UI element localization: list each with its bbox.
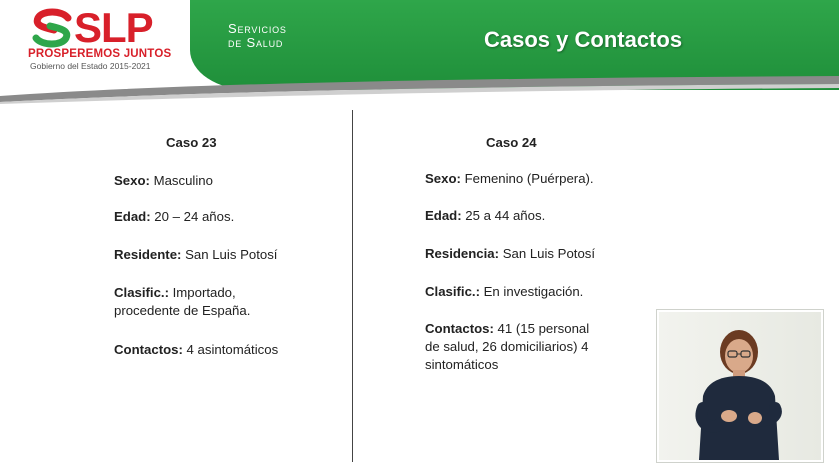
logo-subtitle: Gobierno del Estado 2015-2021: [30, 61, 151, 71]
case-23-contactos: [114, 341, 278, 359]
case-23-residente: [114, 246, 277, 264]
contactos-label: Contactos:: [114, 342, 183, 357]
case-24-heading: Caso 24: [486, 135, 537, 150]
header-swoosh: [0, 74, 839, 104]
department-label: [228, 22, 287, 50]
residente-value: San Luis Potosí: [181, 247, 278, 262]
clasific-value: Importado,: [168, 285, 236, 300]
sign-language-interpreter-video: [657, 310, 823, 462]
case-24-residencia: [425, 245, 595, 263]
contactos-value: 41 (15 personal: [493, 321, 590, 336]
case-24-contactos: [425, 320, 589, 374]
slp-logo-icon: [32, 8, 72, 48]
residente-label: Residente:: [114, 247, 182, 262]
contactos-value-line3: sintomáticos: [425, 357, 499, 372]
case-23-sexo: [114, 172, 213, 190]
column-divider: [352, 110, 353, 462]
edad-label: Edad:: [425, 208, 462, 223]
residencia-value: San Luis Potosí: [499, 246, 596, 261]
sexo-label: Sexo:: [114, 173, 150, 188]
department-line2: de Salud: [228, 35, 284, 50]
edad-value: 20 – 24 años.: [150, 209, 235, 224]
clasific-label: Clasific.:: [425, 284, 480, 299]
clasific-value: En investigación.: [479, 284, 584, 299]
residencia-label: Residencia:: [425, 246, 500, 261]
clasific-value-line2: procedente de España.: [114, 303, 251, 318]
interpreter-figure-icon: [659, 312, 821, 460]
case-23-clasific: [114, 284, 250, 320]
logo-text: SLP: [74, 4, 153, 51]
edad-label: Edad:: [114, 209, 151, 224]
case-24-edad: [425, 207, 545, 225]
sexo-value: Masculino: [149, 173, 213, 188]
contactos-value-line2: de salud, 26 domiciliarios) 4: [425, 339, 589, 354]
department-line1: Servicios: [228, 21, 287, 36]
case-24-sexo: [425, 170, 594, 188]
page-title: Casos y Contactos: [484, 27, 683, 52]
case-24-clasific: [425, 283, 583, 301]
case-23-heading: Caso 23: [166, 135, 217, 150]
header: [0, 0, 839, 98]
logo-tagline: PROSPEREMOS JUNTOS: [28, 48, 172, 60]
case-23-edad: [114, 208, 234, 226]
contactos-value: 4 asintomáticos: [182, 342, 279, 357]
edad-value: 25 a 44 años.: [461, 208, 546, 223]
contactos-label: Contactos:: [425, 321, 494, 336]
sexo-value: Femenino (Puérpera).: [460, 171, 594, 186]
sexo-label: Sexo:: [425, 171, 461, 186]
clasific-label: Clasific.:: [114, 285, 169, 300]
